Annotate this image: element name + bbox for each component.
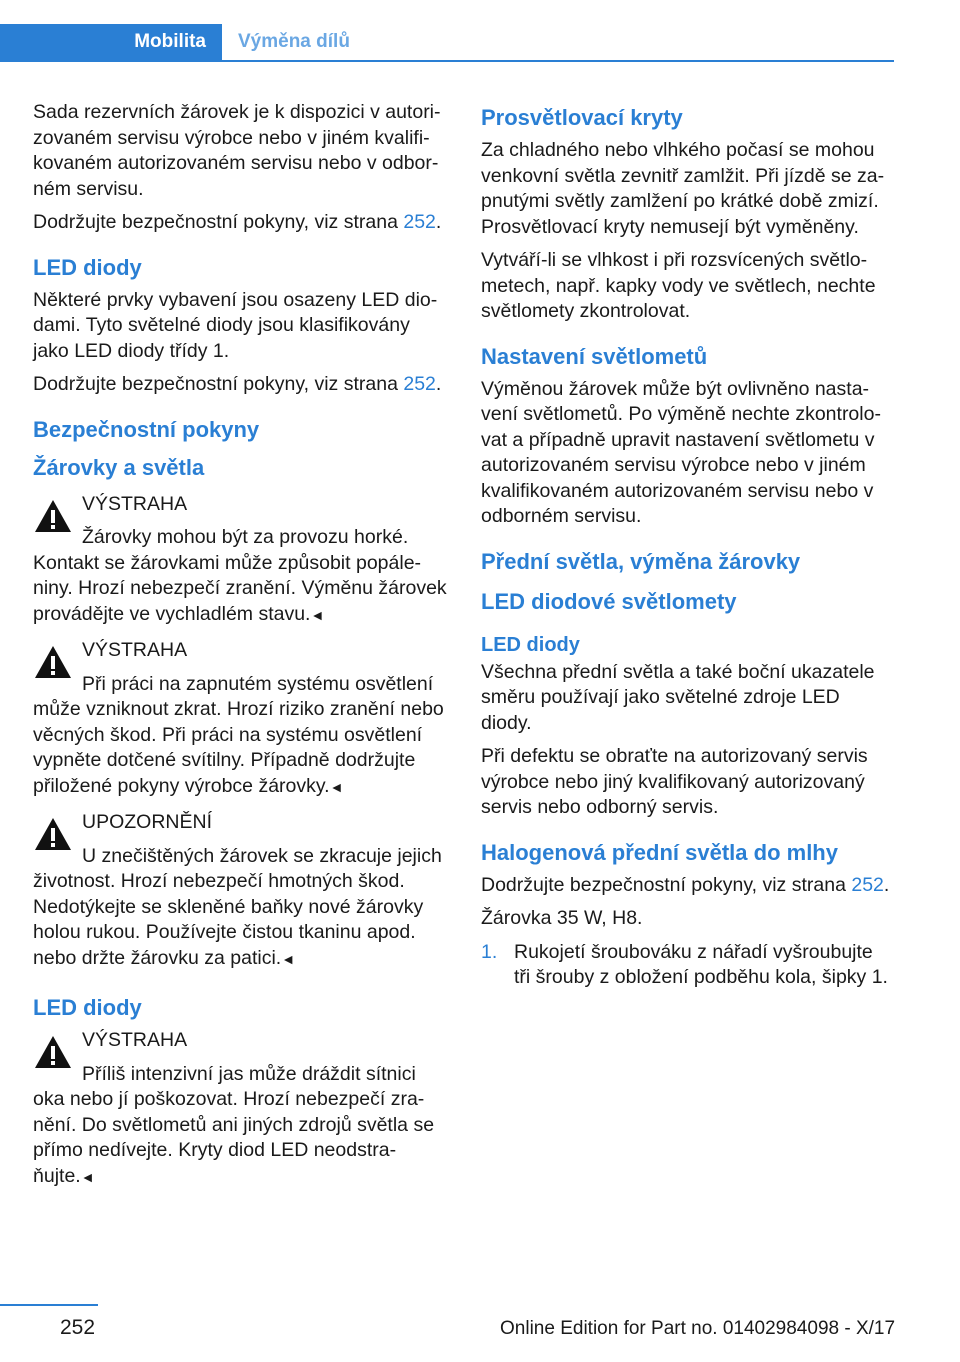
paragraph: Při defektu se obraťte na autorizovaný servis výrobce nebo jiný kvalifikovaný autorizovaný servis nebo odborný servis. [481, 745, 868, 818]
period: . [883, 873, 890, 896]
paragraph: Za chladného nebo vlhkého počasí se mohou venkovní světla zevnitř zamlžit. Při jízdě se za‐pnutými světly zamlžení po krátké době zmizí. Prosvětlovací kryty nemusejí být vyměněny. [481, 139, 885, 238]
warning-triangle-icon [33, 644, 73, 680]
tab-mobilita-label: Mobilita [134, 31, 206, 52]
page-link[interactable]: 252 [851, 873, 884, 896]
footer-divider [0, 1304, 98, 1306]
warning-block [33, 492, 451, 629]
warning-text: Při práci na zapnutém systému osvětlení může vzniknout zkrat. Hrozí riziko zranění nebo věcných škod. Při práci na systému osvětlení vypněte dotčené svítilny. Případně dodržujte přiložené pokyny výrobce žárovky.◄ [33, 672, 444, 797]
warning-title: VÝSTRAHA [82, 1029, 188, 1051]
paragraph [33, 372, 451, 398]
subsubsection-heading: LED diody [481, 633, 580, 656]
paragraph-text: Dodržujte bezpečnostní pokyny, viz strana [33, 211, 404, 233]
paragraph [481, 873, 893, 899]
warning-triangle-icon [33, 816, 73, 852]
period: . [435, 373, 442, 395]
paragraph: Některé prvky vybavení jsou osazeny LED dio‐dami. Tyto světelné diody jsou klasifikovány jako LED diody třídy 1. [33, 288, 438, 362]
section-heading: Nastavení světlometů [481, 343, 708, 369]
section-heading: Bezpečnostní pokyny [33, 416, 260, 442]
section-heading: Halogenová přední světla do mlhy [481, 839, 838, 865]
section-heading: LED diody [33, 254, 142, 280]
step-text: Rukojetí šroubováku z nářadí vyšroubujte tři šrouby z obložení podběhu kola, šipky 1. [514, 940, 888, 988]
paragraph: Výměnou žárovek může být ovlivněno nasta‐vení světlometů. Po výměně nechte zkontrolo‐vat a případně upravit nastavení světlometu v autorizovaném servisu výrobce nebo v jiném kvalifikovaném autorizovaném servisu nebo v odborném servisu. [481, 377, 881, 527]
left-column [33, 100, 451, 1198]
warning-title: VÝSTRAHA [82, 492, 188, 515]
subsection-heading: LED diodové světlomety [481, 588, 737, 614]
warning-title: VÝSTRAHA [82, 639, 188, 661]
tab-mobilita[interactable] [0, 24, 222, 60]
notice-title: UPOZORNĚNÍ [82, 811, 213, 833]
end-mark: ◄ [329, 778, 344, 795]
paragraph-text: Dodržujte bezpečnostní pokyny, viz strana [33, 373, 404, 395]
tab-vymena-dilu-label: Výměna dílů [238, 31, 350, 52]
paragraph: Všechna přední světla a také boční ukazatele směru používají jako světelné zdroje LED diody. [481, 660, 875, 734]
warning-block [33, 638, 451, 800]
page-link[interactable]: 252 [403, 211, 436, 233]
subsection-heading: Žárovky a světla [33, 454, 205, 480]
paragraph-text: Dodržujte bezpečnostní pokyny, viz strana [481, 873, 852, 896]
step-number: 1. [481, 940, 498, 963]
end-mark: ◄ [80, 1168, 95, 1185]
right-column [481, 100, 893, 991]
warning-text: Žárovky mohou být za provozu horké. Kontakt se žárovkami může způsobit popále‐niny. Hrozí nebezpečí zranění. Výměnu žárovek provádějte ve vychladlém stavu.◄ [33, 526, 447, 625]
section-heading: LED diody [33, 995, 142, 1020]
end-mark: ◄ [281, 950, 296, 967]
notice-text: U znečištěných žárovek se zkracuje jejich životnost. Hrozí nebezpečí hmotných škod. Nedotýkejte se skleněné baňky nové žárovky holou rukou. Používejte čistou tkaninu apod. nebo držte žárovku za patici.◄ [33, 844, 442, 969]
steps-list [481, 940, 893, 991]
paragraph [33, 210, 451, 236]
paragraph: Žárovka 35 W, H8. [481, 907, 643, 929]
tab-vymena-dilu[interactable] [238, 24, 350, 60]
warning-triangle-icon [33, 498, 73, 534]
section-heading: Prosvětlovací kryty [481, 105, 683, 130]
list-item [481, 940, 893, 991]
header-divider [0, 60, 894, 62]
page-link[interactable]: 252 [403, 373, 436, 395]
page-number: 252 [60, 1316, 96, 1339]
warning-text: Příliš intenzivní jas může dráždit sítnici oka nebo jí poškozovat. Hrozí nebezpečí zra‐nění. Do světlometů ani jiných zdrojů světla se přímo nedívejte. Kryty diod LED neodstra‐ňujte.◄ [33, 1062, 435, 1187]
paragraph: Vytváří-li se vlhkost i při rozsvícených světlo‐metech, např. kapky vody ve světlech, nechte světlomety zkontrolovat. [481, 249, 876, 322]
notice-block [33, 810, 451, 972]
edition-note: Online Edition for Part no. 01402984098 - X/17 [500, 1318, 896, 1339]
warning-block [33, 1028, 451, 1190]
page-header [0, 24, 894, 62]
paragraph: Sada rezervních žárovek je k dispozici v autori‐zovaném servisu výrobce nebo v jiném kvalifi‐kovaném autorizovaném servisu nebo v odbor‐ném servisu. [33, 101, 441, 200]
period: . [435, 211, 442, 233]
warning-triangle-icon [33, 1034, 73, 1070]
section-heading: Přední světla, výměna žárovky [481, 548, 801, 574]
end-mark: ◄ [310, 606, 325, 623]
